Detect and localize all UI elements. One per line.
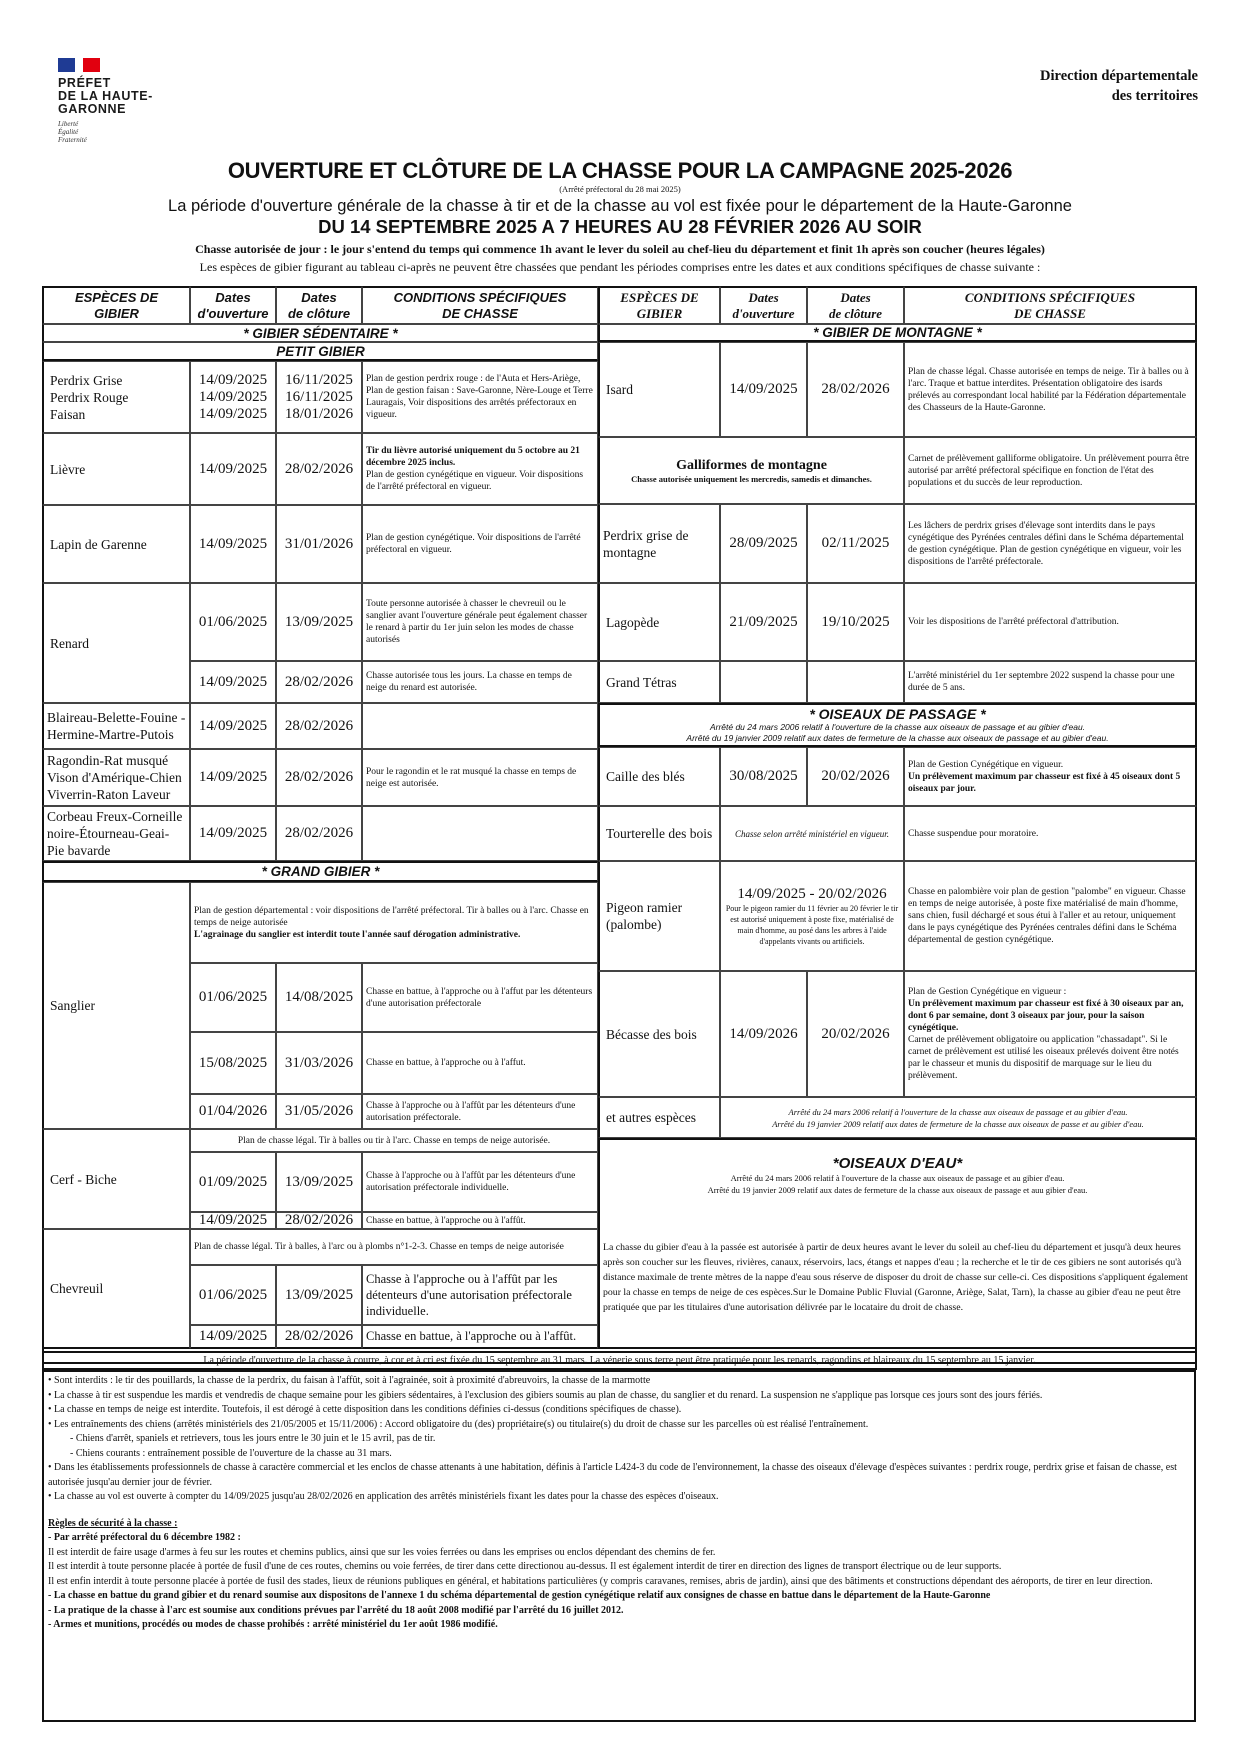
close-renard-1: 13/09/2025 (276, 583, 362, 661)
close-ragondin: 28/02/2026 (276, 749, 362, 806)
tourterelle-dates-note: Chasse selon arrêté ministériel en vigueur. (720, 806, 904, 861)
open-corbeau: 14/09/2025 (190, 806, 276, 861)
species-tourterelle: Tourterelle des bois (598, 806, 720, 861)
close-perdrix-montagne: 02/11/2025 (807, 504, 904, 583)
season-period: DU 14 SEPTEMBRE 2025 A 7 HEURES AU 28 FÉVRIER 2026 AU SOIR (318, 216, 922, 237)
species-caille: Caille des blés (598, 747, 720, 806)
species-lapin: Lapin de Garenne (42, 505, 190, 583)
day-rule: Chasse autorisée de jour : le jour s'entend du temps qui commence 1h avant le lever du soleil au chef-lieu du département et finit 1h après son coucher (heures légales) (195, 242, 1045, 256)
col-header-species: ESPÈCES DE GIBIER (42, 286, 190, 324)
note-item: • La chasse à tir est suspendue les mardis et vendredis de chaque semaine pour les gibiers sédentaires, à l'exclusion des gibiers soumis au plan de chasse, du sanglier et du renard. La suspension ne s'applique pas lorsque ces jours sont des jours fériés. (48, 1389, 1043, 1401)
note-item: • Les entraînements des chiens (arrêtés ministériels des 21/05/2005 et 15/11/2006) : Accord obligatoire du (des) propriétaire(s) ou titulaire(s) du droit de chasse sur les parcelles où est réalisé l'entraînement. (48, 1418, 869, 1430)
open-grand-tetras (720, 661, 807, 703)
open-perdrix-montagne: 28/09/2025 (720, 504, 807, 583)
page-title: OUVERTURE ET CLÔTURE DE LA CHASSE POUR LA CAMPAGNE 2025-2026 (227, 158, 1013, 183)
note-item: • La chasse au vol est ouverte à compter du 14/09/2025 jusqu'au 28/02/2026 en application des arrêtés ministériels fixant les dates pour la chasse des espèces d'oiseaux. (48, 1491, 719, 1502)
close-chevreuil-2: 28/02/2026 (276, 1325, 362, 1349)
open-lapin: 14/09/2025 (190, 505, 276, 583)
eau-arrete: Arrêté du 24 mars 2006 relatif à l'ouverture de la chasse aux oiseaux de passage et au gibier d'eau. (730, 1173, 1065, 1183)
section-oiseaux-passage (598, 703, 1197, 747)
eau-title: *OISEAUX D'EAU* (832, 1155, 963, 1172)
motto-line: Fraternité (58, 136, 87, 144)
species-blaireau: Blaireau-Belette-Fouine - Hermine-Martre-Putois (42, 703, 190, 749)
conditions-grand-tetras: L'arrêté ministériel du 1er septembre 2022 suspend la chasse pour une durée de 5 ans. (904, 661, 1197, 703)
close-isard: 28/02/2026 (807, 342, 904, 437)
sanglier-general-conditions: Plan de gestion départemental : voir dispositions de l'arrêté préfectoral. Tir à balles ou à l'arc. Chasse en temps de neige autorisée L'agrainage du sanglier est interdit toute l'année sauf dérogation administrative. (190, 882, 598, 963)
open-becasse: 14/09/2026 (720, 971, 807, 1097)
close-grand-tetras (807, 661, 904, 703)
safety-subtitle: - Par arrêté préfectoral du 6 décembre 1982 : (48, 1532, 241, 1543)
open-caille: 30/08/2025 (720, 747, 807, 806)
open-cerf-2: 14/09/2025 (190, 1212, 276, 1229)
galliformes-subtitle: Chasse autorisée uniquement les mercredis, samedis et dimanches. (631, 473, 872, 484)
logo-line: DE LA HAUTE- (58, 89, 153, 103)
close-becasse: 20/02/2026 (807, 971, 904, 1097)
col-header-conditions-right: CONDITIONS SPÉCIFIQUES DE CHASSE (904, 286, 1197, 324)
conditions-isard: Plan de chasse légal. Chasse autorisée en temps de neige. Tir à balles ou à l'arc. Traque et battue interdites. Présentation obligatoire des isards prélevés au correspondant local habilité par la Fédération départementale des Chasseurs de la Haute-Garonne. (904, 342, 1197, 437)
safety-rule: - La chasse en battue du grand gibier et du renard soumise aux dispositons de l'annexe 1 du schéma départemental de gestion cynégétique relatif aux consignes de chasse en battue dans le département de la Haute-Garonne (48, 1590, 991, 1601)
conditions-blaireau (362, 703, 598, 749)
open-lagopede: 21/09/2025 (720, 583, 807, 661)
note-item: • Sont interdits : le tir des pouillards, la chasse de la perdrix, du faisan à l'affût, soit à l'agrainée, soit à proximité d'abreuvoirs, la chasse de la marmotte (48, 1375, 651, 1386)
open-perdrix-faisan: 14/09/2025 14/09/2025 14/09/2025 (190, 361, 276, 433)
conditions-lapin: Plan de gestion cynégétique. Voir dispositions de l'arrêté préfectoral en vigueur. (362, 505, 598, 583)
open-blaireau: 14/09/2025 (190, 703, 276, 749)
direction-line: Direction départementale (1040, 68, 1198, 84)
marianne-logo-flag-icon (58, 58, 100, 72)
safety-line: Il est enfin interdit à toute personne placée à portée de fusil des stades, lieux de réunions publiques en général, et habitations particulières (y compris caravanes, remises, abris de jardin), ainsi que des bâtiments et constructions dépendant des aéroports, de tirer en leur direction. (48, 1575, 1153, 1587)
motto-line: Égalité (58, 128, 79, 136)
species-cerf-biche: Cerf - Biche (42, 1129, 190, 1229)
species-lagopede: Lagopède (598, 583, 720, 661)
species-pigeon-ramier: Pigeon ramier (palombe) (598, 861, 720, 971)
chevreuil-general-conditions: Plan de chasse légal. Tir à balles, à l'arc ou à plombs n°1-2-3. Chasse en temps de neige autorisée (190, 1229, 598, 1265)
conditions-lievre: Tir du lièvre autorisé uniquement du 5 octobre au 21 décembre 2025 inclus. Plan de gestion cynégétique en vigueur. Voir dispositions de l'arrêté préfectoral en vigueur. (362, 433, 598, 505)
conditions-ragondin: Pour le ragondin et le rat musqué la chasse en temps de neige est autorisée. (362, 749, 598, 806)
conditions-sanglier-1: Chasse en battue, à l'approche ou à l'affut par les détenteurs d'une autorisation préfectorale (362, 963, 598, 1032)
logo-line: PRÉFET (58, 76, 111, 90)
safety-title: Règles de sécurité à la chasse : (48, 1517, 178, 1529)
section-oiseaux-eau (598, 1138, 1197, 1208)
notes-section (42, 1370, 1196, 1722)
conditions-cerf-1: Chasse à l'approche ou à l'affût par les détenteurs d'une autorisation préfectorale individuelle. (362, 1152, 598, 1212)
close-lagopede: 19/10/2025 (807, 583, 904, 661)
col-header-close: Dates de clôture (276, 286, 362, 324)
open-sanglier-1: 01/06/2025 (190, 963, 276, 1032)
conditions-galliformes: Carnet de prélèvement galliforme obligatoire. Un prélèvement pourra être autorisé par arrêté préfectoral spécifique en fonction de l'état des populations et du succès de leur reproduction. (904, 437, 1197, 504)
note-dog-item: - Chiens d'arrêt, spaniels et retrievers, tous les jours entre le 30 juin et le 15 avril, pas de tir. (70, 1433, 436, 1444)
section-petit-gibier: PETIT GIBIER (42, 342, 598, 361)
open-isard: 14/09/2025 (720, 342, 807, 437)
col-header-species-right: ESPÈCES DE GIBIER (598, 286, 720, 324)
species-perdrix-montagne: Perdrix grise de montagne (598, 504, 720, 583)
venerie-notice: La période d'ouverture de la chasse à courre, à cor et à cri est fixée du 15 septembre au 31 mars. La vénerie sous terre peut être pratiquée pour les renards, ragondins et blaireaux du 15 septembre au 15 janvier. (42, 1351, 1197, 1370)
cerf-general-conditions: Plan de chasse légal. Tir à balles ou tir à l'arc. Chasse en temps de neige autorisée. (190, 1129, 598, 1152)
species-sanglier: Sanglier (42, 882, 190, 1129)
species-grand-tetras: Grand Tétras (598, 661, 720, 703)
note-item: • La chasse en temps de neige est interdite. Toutefois, il est dérogé à cette disposition dans les conditions définies ci-dessus (conditions spécifiques de chasse). (48, 1404, 682, 1415)
close-caille: 20/02/2026 (807, 747, 904, 806)
safety-line: Il est interdit de faire usage d'armes à feu sur les routes et chemins publics, ainsi que sur les voies ferrées ou dans les emprises ou enclos dépendant des chemins de fer. (48, 1546, 716, 1558)
open-renard-1: 01/06/2025 (190, 583, 276, 661)
note-item: • Dans les établissements professionnels de chasse à caractère commercial et les enclos de chasse attenants à une habitation, définis à l'article L424-3 du code de l'environnement, la chasse des oiseaux d'élevage d'espèces suivantes : perdrix rouge, perdrix grise et faisan de chasse, est autorisée jusqu'au dernier jour de février. (48, 1462, 1177, 1488)
section-gibier-sedentaire: * GIBIER SÉDENTAIRE * (42, 324, 598, 342)
open-sanglier-3: 01/04/2026 (190, 1094, 276, 1129)
galliformes-title: Galliformes de montagne (676, 457, 827, 473)
motto-line: Liberté (58, 120, 79, 128)
conditions-sanglier-3: Chasse à l'approche ou à l'affût par les détenteurs d'une autorisation préfectorale. (362, 1094, 598, 1129)
autres-arretes (720, 1097, 1197, 1138)
direction-line: des territoires (1111, 88, 1198, 104)
intro-text: La période d'ouverture générale de la chasse à tir et de la chasse au vol est fixée pour le département de la Haute-Garonne (168, 197, 1072, 215)
pigeon-dates-note: Pour le pigeon ramier du 11 février au 20 février le tir est autorisé uniquement à poste fixe, matérialisé de main d'homme, au posé dans les arbres à l'aide d'appelants vivants ou artificiels. (725, 903, 899, 946)
open-chevreuil-2: 14/09/2025 (190, 1325, 276, 1349)
close-lapin: 31/01/2026 (276, 505, 362, 583)
open-cerf-1: 01/09/2025 (190, 1152, 276, 1212)
species-isard: Isard (598, 342, 720, 437)
close-blaireau: 28/02/2026 (276, 703, 362, 749)
autres-arrete: Arrêté du 24 mars 2006 relatif à l'ouverture de la chasse aux oiseaux de passage et au gibier d'eau. (788, 1106, 1128, 1117)
passage-title: * OISEAUX DE PASSAGE * (809, 706, 986, 722)
conditions-perdrix-faisan: Plan de gestion perdrix rouge : de l'Auta et Hers-Ariège, Plan de gestion faisan : Save-Garonne, Nère-Louge et Terre Lauragais, Voir dispositions des arrêtés préfectoraux en vigueur. (362, 361, 598, 433)
species-perdrix-faisan: Perdrix Grise Perdrix Rouge Faisan (42, 361, 190, 433)
autres-arrete: Arrêté du 19 janvier 2009 relatif aux dates de fermeture de la chasse aux oiseaux de passe et au gibier d'eau. (772, 1118, 1144, 1129)
open-ragondin: 14/09/2025 (190, 749, 276, 806)
logo-line: GARONNE (58, 102, 127, 116)
conditions-cerf-2: Chasse en battue, à l'approche ou à l'affût. (362, 1212, 598, 1229)
arrete-reference: (Arrêté préfectoral du 28 mai 2025) (559, 184, 681, 194)
species-autres: et autres espèces (598, 1097, 720, 1138)
conditions-becasse: Plan de Gestion Cynégétique en vigueur : Un prélèvement maximum par chasseur est fixé à 30 oiseaux par an, dont 6 par semaine, dont 3 oiseaux par jour, pour la saison cynégétique. Carnet de prélèvement obligatoire ou application "chassadapt". Si le carnet de prélèvement est utilisé les oiseaux prélevés doivent être notés par le chasseur et munis du dispositif de marquage sur le lieu du prélèvement. (904, 971, 1197, 1097)
col-header-conditions: CONDITIONS SPÉCIFIQUES DE CHASSE (362, 286, 598, 324)
conditions-tourterelle: Chasse suspendue pour moratoire. (904, 806, 1197, 861)
prefet-logo-text (58, 77, 153, 116)
species-ragondin: Ragondin-Rat musqué Vison d'Amérique-Chien Viverrin-Raton Laveur (42, 749, 190, 806)
conditions-renard-2: Chasse autorisée tous les jours. La chasse en temps de neige du renard est autorisée. (362, 661, 598, 703)
close-cerf-2: 28/02/2026 (276, 1212, 362, 1229)
col-header-open-right: Dates d'ouverture (720, 286, 807, 324)
section-gibier-montagne: * GIBIER DE MONTAGNE * (598, 324, 1197, 342)
conditions-caille: Plan de Gestion Cynégétique en vigueur. Un prélèvement maximum par chasseur est fixé à 45 oiseaux dont 5 oiseaux par jour. (904, 747, 1197, 806)
pigeon-dates (720, 861, 904, 971)
eau-arrete: Arrêté du 19 janvier 2009 relatif aux dates de fermeture de la chasse aux oiseaux de passage et auu gibier d'eau. (707, 1185, 1088, 1195)
open-sanglier-2: 15/08/2025 (190, 1032, 276, 1094)
safety-line: Il est interdit à toute personne placée à portée de fusil d'une de ces routes, chemins ou voie ferrées, de tirer dans cette directionou au-dessus. Il est également interdit de tirer en direction des lignes de transport électrique ou de leur supports. (48, 1561, 1002, 1572)
close-lievre: 28/02/2026 (276, 433, 362, 505)
galliformes-heading (598, 437, 904, 504)
species-chevreuil: Chevreuil (42, 1229, 190, 1349)
conditions-chevreuil-1: Chasse à l'approche ou à l'affût par les détenteurs d'une autorisation préfectorale individuelle. (362, 1265, 598, 1325)
direction-label (1040, 66, 1198, 106)
pigeon-dates-range: 14/09/2025 - 20/02/2026 (737, 885, 887, 902)
conditions-chevreuil-2: Chasse en battue, à l'approche ou à l'affût. (362, 1325, 598, 1349)
species-becasse: Bécasse des bois (598, 971, 720, 1097)
passage-arrete: Arrêté du 24 mars 2006 relatif à l'ouverture de la chasse aux oiseaux de passage et au gibier d'eau. (709, 722, 1086, 732)
species-rule: Les espèces de gibier figurant au tableau ci-après ne peuvent être chassées que pendant les périodes comprises entre les dates et aux conditions spécifiques de chasse suivante : (199, 260, 1041, 274)
close-sanglier-2: 31/03/2026 (276, 1032, 362, 1094)
note-dog-item: - Chiens courants : entraînement possible de l'ouverture de la chasse au 31 mars. (70, 1447, 392, 1459)
conditions-renard-1: Toute personne autorisée à chasser le chevreuil ou le sanglier avant l'ouverture générale peut également chasser le renard à partir du 1er juin selon les modes de chasse autorisés (362, 583, 598, 661)
open-chevreuil-1: 01/06/2025 (190, 1265, 276, 1325)
close-sanglier-1: 14/08/2025 (276, 963, 362, 1032)
open-renard-2: 14/09/2025 (190, 661, 276, 703)
close-sanglier-3: 31/05/2026 (276, 1094, 362, 1129)
col-header-close-right: Dates de clôture (807, 286, 904, 324)
close-chevreuil-1: 13/09/2025 (276, 1265, 362, 1325)
logo-motto (58, 120, 87, 144)
passage-arrete: Arrêté du 19 janvier 2009 relatif aux dates de fermeture de la chasse aux oiseaux de passage et au gibier d'eau. (686, 733, 1109, 743)
conditions-sanglier-2: Chasse en battue, à l'approche ou à l'affut. (362, 1032, 598, 1094)
close-cerf-1: 13/09/2025 (276, 1152, 362, 1212)
section-grand-gibier: * GRAND GIBIER * (42, 861, 598, 882)
eau-conditions-text: La chasse du gibier d'eau à la passée est autorisée à partir de deux heures avant le lever du soleil au chef-lieu du département et jusqu'à deux heures après son coucher sur les fleuves, rivières, canaux, réservoirs, lacs, étangs et nappes d'eau ; la recherche et le tir de ces gibiers ne sont autorisés qu'à distance maximale de trente mètres de la nappe d'eau sous réserve de disposer du droit de chasse sur celle-ci. Ces dispositions s'appliquent également pour la chasse en temps de neige de ces espèces.Sur le Domaine Public Fluvial (Garonne, Ariège, Salat, Tarn), la chasse au gibier d'eau ne peut être pratiquée que par les titulaires d'une autorisation délivrée par le locataire du droit de chasse. (598, 1208, 1197, 1349)
species-lievre: Lièvre (42, 433, 190, 505)
conditions-pigeon-ramier: Chasse en palombière voir plan de gestion "palombe" en vigueur. Chasse en temps de neige autorisée, à poste fixe matérialisé de main d'homme, sans chien, fusil déchargé et sous étui à l'aller et au retour, uniquement dans le pays cynégétique des Pyrénées centrales défini dans le Schéma départemental de gestion cynégétique. (904, 861, 1197, 971)
conditions-lagopede: Voir les dispositions de l'arrêté préfectoral d'attribution. (904, 583, 1197, 661)
conditions-corbeau (362, 806, 598, 861)
close-corbeau: 28/02/2026 (276, 806, 362, 861)
safety-rule: - Armes et munitions, procédés ou modes de chasse prohibés : arrêté ministériel du 1er août 1986 modifié. (48, 1619, 498, 1630)
close-renard-2: 28/02/2026 (276, 661, 362, 703)
species-corbeau: Corbeau Freux-Corneille noire-Étourneau-Geai-Pie bavarde (42, 806, 190, 861)
species-renard: Renard (42, 583, 190, 703)
conditions-perdrix-montagne: Les lâchers de perdrix grises d'élevage sont interdits dans le pays cynégétique des Pyrénées centrales défini dans le Schéma départemental de gestion cynégétique. Plan de gestion cynégétique en vigueur, voir les dispositions de l'arrêté préfectorale. (904, 504, 1197, 583)
close-perdrix-faisan: 16/11/2025 16/11/2025 18/01/2026 (276, 361, 362, 433)
col-header-open: Dates d'ouverture (190, 286, 276, 324)
open-lievre: 14/09/2025 (190, 433, 276, 505)
safety-rule: - La pratique de la chasse à l'arc est soumise aux conditions prévues par l'arrêté du 18 août 2008 modifié par l'arrêté du 16 juillet 2012. (48, 1604, 624, 1616)
